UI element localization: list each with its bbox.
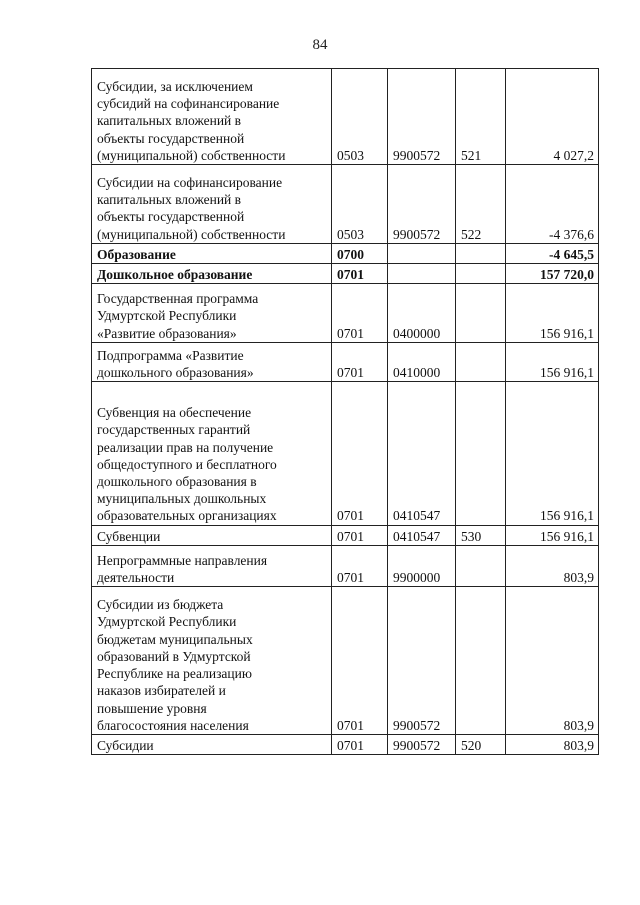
section-code-cell: 0701 [332, 342, 388, 381]
section-code-cell: 0701 [332, 545, 388, 586]
row-name-line: образовательных организациях [97, 508, 277, 524]
row-name-line: Подпрограмма «Развитие [97, 347, 244, 363]
table-row [92, 525, 599, 545]
row-name-cell [92, 243, 332, 263]
row-name-line: благосостояния населения [97, 717, 249, 733]
row-name-line: Удмуртской Республики [97, 308, 237, 324]
expense-type-cell [456, 243, 506, 263]
amount-cell: 156 916,1 [506, 284, 599, 343]
amount-cell: 156 916,1 [506, 342, 599, 381]
budget-table-body [92, 69, 599, 755]
table-row [92, 284, 599, 343]
section-code-cell: 0700 [332, 243, 388, 263]
row-name-line: объекты государственной [97, 209, 245, 225]
amount-cell: -4 376,6 [506, 165, 599, 244]
amount-cell: -4 645,5 [506, 243, 599, 263]
table-row [92, 264, 599, 284]
target-article-cell: 0410000 [388, 342, 456, 381]
table-row [92, 69, 599, 165]
row-name-cell [92, 69, 332, 165]
expense-type-cell [456, 587, 506, 735]
row-name-cell [92, 342, 332, 381]
row-name-cell [92, 545, 332, 586]
target-article-cell [388, 264, 456, 284]
row-name-line: дошкольного образования в [97, 474, 257, 490]
section-code-cell: 0701 [332, 284, 388, 343]
expense-type-cell [456, 545, 506, 586]
row-name-line: повышение уровня [97, 700, 207, 716]
row-name-line: объекты государственной [97, 130, 245, 146]
row-name-cell [92, 165, 332, 244]
row-name-cell [92, 587, 332, 735]
expense-type-cell: 520 [456, 734, 506, 754]
expense-type-cell [456, 264, 506, 284]
row-name-line: субсидий на софинансирование [97, 96, 280, 112]
row-name-line: (муниципальной) собственности [97, 147, 286, 163]
section-code-cell: 0701 [332, 734, 388, 754]
budget-table [91, 68, 599, 755]
row-name-line: Дошкольное образование [97, 267, 253, 283]
target-article-cell: 0410547 [388, 382, 456, 525]
amount-cell: 156 916,1 [506, 382, 599, 525]
target-article-cell: 9900572 [388, 734, 456, 754]
section-code-cell: 0701 [332, 264, 388, 284]
row-name-line: Субсидии из бюджета [97, 597, 224, 613]
page-number: 84 [312, 37, 328, 53]
target-article-cell: 0400000 [388, 284, 456, 343]
target-article-cell [388, 243, 456, 263]
row-name-line: Субсидии [97, 737, 154, 753]
row-name-line: Непрограммные направления [97, 552, 268, 568]
row-name-cell [92, 382, 332, 525]
section-code-cell: 0503 [332, 165, 388, 244]
target-article-cell: 9900572 [388, 587, 456, 735]
row-name-cell [92, 525, 332, 545]
table-row [92, 165, 599, 244]
target-article-cell: 9900572 [388, 69, 456, 165]
row-name-line: дошкольного образования» [97, 365, 254, 381]
table-row [92, 243, 599, 263]
target-article-cell: 9900000 [388, 545, 456, 586]
row-name-cell [92, 734, 332, 754]
row-name-line: государственных гарантий [97, 422, 251, 438]
row-name-line: Субвенция на обеспечение [97, 405, 252, 421]
row-name-line: капитальных вложений в [97, 192, 242, 208]
target-article-cell: 0410547 [388, 525, 456, 545]
row-name-line: муниципальных дошкольных [97, 491, 267, 507]
row-name-line: деятельности [97, 570, 175, 586]
row-name-line: общедоступного и бесплатного [97, 456, 277, 472]
row-name-line: Субсидии на софинансирование [97, 175, 283, 191]
row-name-line: капитальных вложений в [97, 113, 242, 129]
expense-type-cell: 521 [456, 69, 506, 165]
expense-type-cell [456, 382, 506, 525]
row-name-cell [92, 264, 332, 284]
row-name-line: «Развитие образования» [97, 325, 237, 341]
expense-type-cell: 522 [456, 165, 506, 244]
row-name-line: реализации прав на получение [97, 439, 274, 455]
row-name-line: образований в Удмуртской [97, 648, 251, 664]
amount-cell: 803,9 [506, 545, 599, 586]
expense-type-cell [456, 284, 506, 343]
row-name-line: Образование [97, 246, 176, 262]
table-row [92, 382, 599, 525]
amount-cell: 156 916,1 [506, 525, 599, 545]
table-row [92, 587, 599, 735]
row-name-line: Республике на реализацию [97, 666, 252, 682]
row-name-line: наказов избирателей и [97, 683, 226, 699]
section-code-cell: 0701 [332, 382, 388, 525]
table-row [92, 342, 599, 381]
section-code-cell: 0701 [332, 587, 388, 735]
section-code-cell: 0503 [332, 69, 388, 165]
target-article-cell: 9900572 [388, 165, 456, 244]
row-name-line: Субсидии, за исключением [97, 79, 253, 94]
row-name-cell [92, 284, 332, 343]
row-name-line: бюджетам муниципальных [97, 631, 253, 647]
table-row [92, 545, 599, 586]
amount-cell: 4 027,2 [506, 69, 599, 165]
amount-cell: 803,9 [506, 734, 599, 754]
expense-type-cell: 530 [456, 525, 506, 545]
row-name-line: Государственная программа [97, 291, 259, 307]
expense-type-cell [456, 342, 506, 381]
table-row [92, 734, 599, 754]
section-code-cell: 0701 [332, 525, 388, 545]
row-name-line: Удмуртской Республики [97, 614, 237, 630]
row-name-line: Субвенции [97, 528, 161, 544]
amount-cell: 157 720,0 [506, 264, 599, 284]
amount-cell: 803,9 [506, 587, 599, 735]
row-name-line: (муниципальной) собственности [97, 226, 286, 242]
